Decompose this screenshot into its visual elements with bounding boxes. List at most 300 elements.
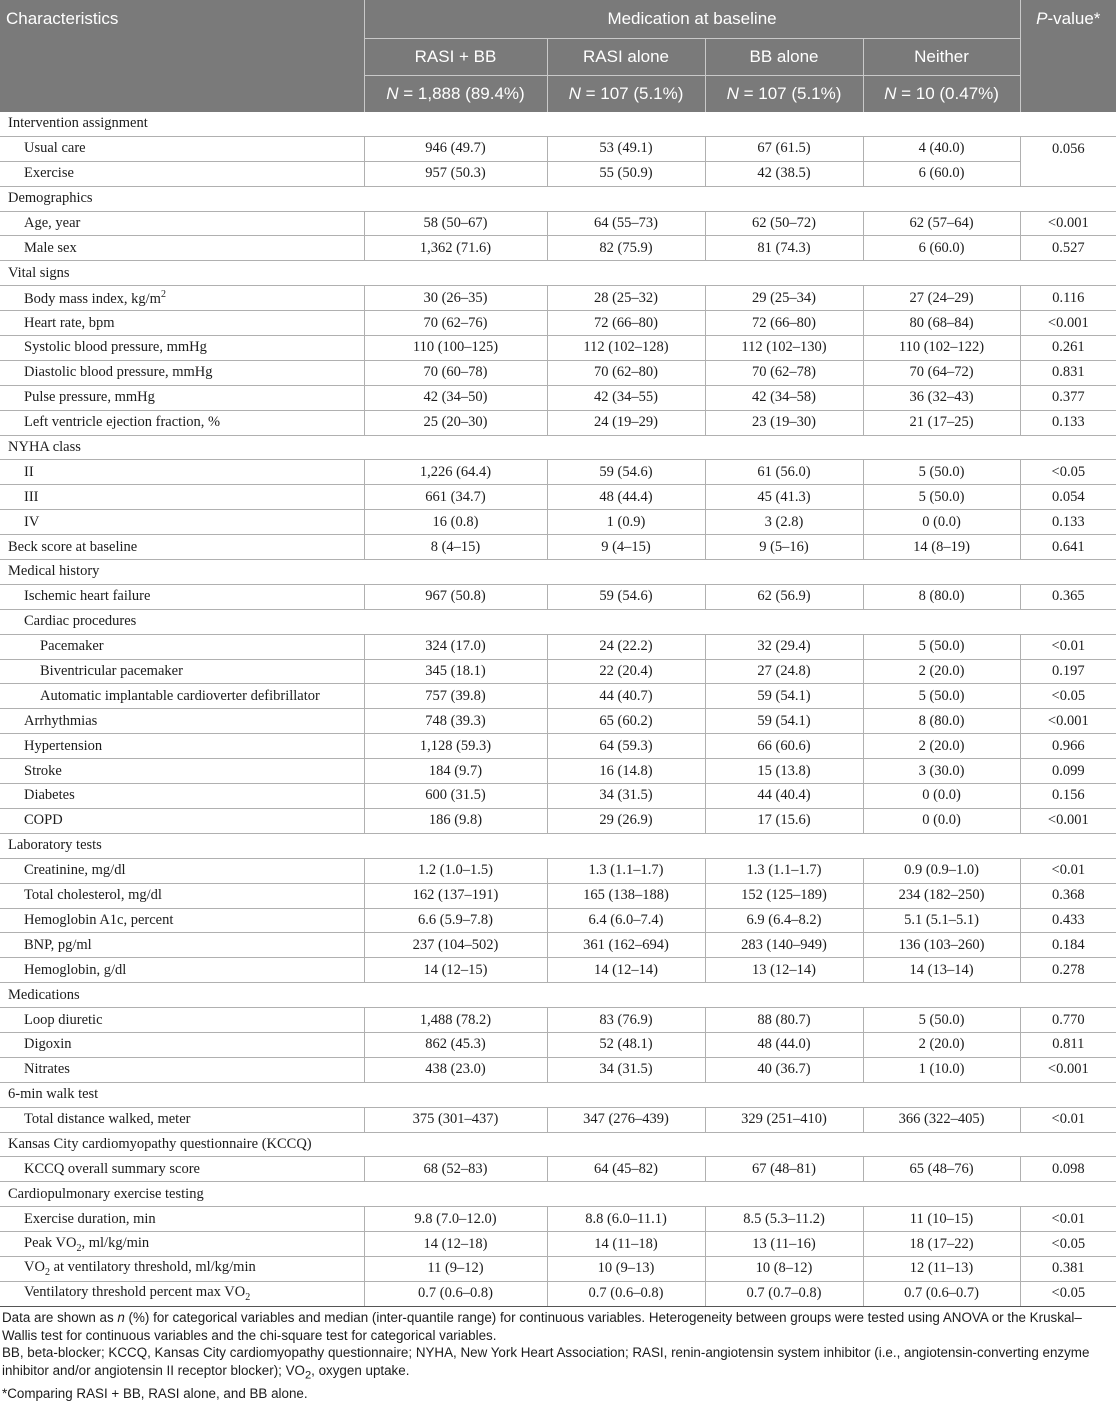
row-label-text: Cardiac procedures [24, 613, 137, 630]
row-label-text: Pacemaker [40, 638, 104, 655]
value-cell: 184 (9.7) [364, 759, 547, 784]
value-cell: 25 (20–30) [364, 410, 547, 435]
value-cell: 0 (0.0) [863, 510, 1020, 535]
pvalue-cell: 0.377 [1020, 385, 1116, 410]
value-cell: 70 (62–80) [547, 360, 705, 385]
value-cell: 45 (41.3) [705, 485, 863, 510]
value-cell: 27 (24.8) [705, 659, 863, 684]
table-row [0, 1107, 1116, 1132]
row-label-text: Ventilatory threshold percent max VO [24, 1284, 246, 1301]
value-cell: 62 (50–72) [705, 211, 863, 236]
value-cell: 0 (0.0) [863, 808, 1020, 833]
value-cell: 42 (34–50) [364, 385, 547, 410]
pvalue-cell: 0.116 [1020, 286, 1116, 311]
value-cell: 957 (50.3) [364, 161, 547, 186]
row-label [0, 311, 364, 336]
value-cell: 6.6 (5.9–7.8) [364, 908, 547, 933]
value-cell: 8.5 (5.3–11.2) [705, 1207, 863, 1232]
section-row-intervention-assignment [0, 112, 1116, 136]
value-cell: 67 (48–81) [705, 1157, 863, 1182]
row-label-text: Hypertension [24, 737, 103, 754]
column-n-bb-alone [705, 76, 863, 113]
value-cell: 375 (301–437) [364, 1107, 547, 1132]
n-value: = 107 (5.1%) [580, 84, 684, 103]
row-label-text: Exercise duration, min [24, 1210, 156, 1227]
value-cell: 14 (13–14) [863, 958, 1020, 983]
value-cell: 62 (56.9) [705, 584, 863, 609]
section-label [0, 186, 1116, 211]
footnote-text: Data are shown as [2, 1310, 118, 1325]
table-row [0, 634, 1116, 659]
value-cell: 946 (49.7) [364, 136, 547, 161]
row-label [0, 286, 364, 311]
pvalue-cell: <0.01 [1020, 1107, 1116, 1132]
value-cell: 70 (60–78) [364, 360, 547, 385]
value-cell: 68 (52–83) [364, 1157, 547, 1182]
value-cell: 136 (103–260) [863, 933, 1020, 958]
row-label [0, 684, 364, 709]
value-cell: 59 (54.1) [705, 709, 863, 734]
row-label [0, 161, 364, 186]
pvalue-cell: 0.365 [1020, 584, 1116, 609]
value-cell: 59 (54.6) [547, 584, 705, 609]
row-label-text: BNP, pg/ml [24, 936, 92, 953]
value-cell: 48 (44.0) [705, 1032, 863, 1057]
pvalue-cell: <0.001 [1020, 211, 1116, 236]
subscript: 2 [245, 1292, 251, 1304]
row-label [0, 1107, 364, 1132]
value-cell: 5.1 (5.1–5.1) [863, 908, 1020, 933]
value-cell: 14 (8–19) [863, 535, 1020, 560]
table-row [0, 286, 1116, 311]
table-header [0, 0, 1116, 112]
table-row [0, 808, 1116, 833]
medication-group-header: Medication at baseline [364, 0, 1020, 39]
table-row [0, 211, 1116, 236]
row-label-text: Arrhythmias [24, 712, 98, 729]
pvalue-cell: <0.05 [1020, 1281, 1116, 1306]
column-n-rasi-bb [364, 76, 547, 113]
row-label-text: Nitrates [24, 1061, 70, 1078]
value-cell: 82 (75.9) [547, 236, 705, 261]
table-row [0, 734, 1116, 759]
value-cell: 67 (61.5) [705, 136, 863, 161]
row-label [0, 1281, 364, 1306]
row-label-text: Demographics [8, 190, 93, 207]
footnote-abbreviations [2, 1344, 1112, 1385]
pvalue-cell: 0.184 [1020, 933, 1116, 958]
row-label-text: Creatinine, mg/dl [24, 862, 126, 879]
value-cell: 10 (8–12) [705, 1256, 863, 1281]
value-cell: 967 (50.8) [364, 584, 547, 609]
value-cell: 21 (17–25) [863, 410, 1020, 435]
pvalue-cell: <0.05 [1020, 460, 1116, 485]
row-label-text: Laboratory tests [8, 837, 102, 854]
value-cell: 0.7 (0.6–0.8) [364, 1281, 547, 1306]
row-label-text: 6-min walk test [8, 1086, 99, 1103]
pvalue-cell: 0.098 [1020, 1157, 1116, 1182]
row-label [0, 460, 364, 485]
n-value: = 107 (5.1%) [738, 84, 842, 103]
row-label-text: KCCQ overall summary score [24, 1160, 200, 1177]
value-cell: 8 (4–15) [364, 535, 547, 560]
row-label-text: Body mass index, kg/m [24, 290, 161, 307]
row-label-text: Left ventricle ejection fraction, % [24, 414, 221, 431]
section-row-vital-signs [0, 261, 1116, 286]
value-cell: 0 (0.0) [863, 784, 1020, 809]
value-cell: 72 (66–80) [547, 311, 705, 336]
subscript: 2 [76, 1242, 82, 1254]
value-cell: 361 (162–694) [547, 933, 705, 958]
value-cell: 237 (104–502) [364, 933, 547, 958]
value-cell: 1,488 (78.2) [364, 1008, 547, 1033]
value-cell: 2 (20.0) [863, 734, 1020, 759]
table-row [0, 908, 1116, 933]
value-cell: 28 (25–32) [547, 286, 705, 311]
table-row [0, 958, 1116, 983]
row-label [0, 734, 364, 759]
table-row [0, 759, 1116, 784]
value-cell: 1,362 (71.6) [364, 236, 547, 261]
value-cell: 17 (15.6) [705, 808, 863, 833]
value-cell: 58 (50–67) [364, 211, 547, 236]
pvalue-cell: 0.527 [1020, 236, 1116, 261]
row-label [0, 535, 364, 560]
row-label-text: Ischemic heart failure [24, 588, 151, 605]
value-cell: 162 (137–191) [364, 883, 547, 908]
value-cell: 40 (36.7) [705, 1057, 863, 1082]
footnote-text: (%) for categorical variables and median (inter-quantile range) for continuous variables. Heterogeneity between groups were tested using ANOVA or the Kruskal–Wallis test for continuous variables and the chi-square test for categorical variables. [2, 1310, 1082, 1343]
row-label-text: Medical history [8, 563, 100, 580]
value-cell: 64 (45–82) [547, 1157, 705, 1182]
row-label-text: Stroke [24, 762, 62, 779]
section-row-cardiac-procedures [0, 609, 1116, 634]
pvalue-cell: 0.433 [1020, 908, 1116, 933]
value-cell: 10 (9–13) [547, 1256, 705, 1281]
table-row [0, 1256, 1116, 1281]
n-value: = 1,888 (89.4%) [398, 84, 525, 103]
row-label [0, 659, 364, 684]
value-cell: 9 (5–16) [705, 535, 863, 560]
pvalue-cell: 0.811 [1020, 1032, 1116, 1057]
pvalue-cell: <0.01 [1020, 858, 1116, 883]
section-row-cardiopulmonary-exercise-testing [0, 1182, 1116, 1207]
row-label-text: Exercise [24, 165, 74, 182]
value-cell: 14 (11–18) [547, 1232, 705, 1257]
pvalue-cell: <0.001 [1020, 311, 1116, 336]
row-label-text: Loop diuretic [24, 1011, 103, 1028]
pvalue-cell: 0.261 [1020, 336, 1116, 361]
row-label [0, 510, 364, 535]
value-cell: 13 (12–14) [705, 958, 863, 983]
row-label [0, 1207, 364, 1232]
value-cell: 283 (140–949) [705, 933, 863, 958]
pvalue-cell: 0.966 [1020, 734, 1116, 759]
value-cell: 347 (276–439) [547, 1107, 705, 1132]
row-label [0, 933, 364, 958]
row-label-text: Hemoglobin, g/dl [24, 961, 127, 978]
value-cell: 29 (25–34) [705, 286, 863, 311]
value-cell: 61 (56.0) [705, 460, 863, 485]
pvalue-cell: <0.05 [1020, 684, 1116, 709]
value-cell: 11 (10–15) [863, 1207, 1020, 1232]
value-cell: 0.7 (0.7–0.8) [705, 1281, 863, 1306]
value-cell: 70 (62–78) [705, 360, 863, 385]
row-label-text: Peak VO [24, 1234, 77, 1251]
value-cell: 748 (39.3) [364, 709, 547, 734]
footnote-italic: n [117, 1310, 125, 1325]
n-value: = 10 (0.47%) [896, 84, 999, 103]
value-cell: 18 (17–22) [863, 1232, 1020, 1257]
row-label-text: Systolic blood pressure, mmHg [24, 339, 207, 356]
table-row [0, 1057, 1116, 1082]
value-cell: 64 (55–73) [547, 211, 705, 236]
value-cell: 24 (19–29) [547, 410, 705, 435]
row-label [0, 1057, 364, 1082]
pvalue-cell: 0.278 [1020, 958, 1116, 983]
pvalue-cell: <0.01 [1020, 634, 1116, 659]
value-cell: 5 (50.0) [863, 485, 1020, 510]
pvalue-cell: <0.001 [1020, 1057, 1116, 1082]
section-row-laboratory-tests [0, 833, 1116, 858]
row-label-text: Age, year [24, 215, 81, 231]
row-label-text: Kansas City cardiomyopathy questionnaire (KCCQ) [8, 1135, 312, 1152]
row-label-text: Usual care [24, 140, 86, 157]
value-cell: 0.9 (0.9–1.0) [863, 858, 1020, 883]
row-label-text: Vital signs [8, 264, 70, 281]
footnote-text: , oxygen uptake. [311, 1362, 410, 1378]
table-row [0, 1207, 1116, 1232]
value-cell: 6 (60.0) [863, 236, 1020, 261]
value-cell: 55 (50.9) [547, 161, 705, 186]
value-cell: 13 (11–16) [705, 1232, 863, 1257]
n-italic: N [726, 84, 739, 103]
value-cell: 9.8 (7.0–12.0) [364, 1207, 547, 1232]
table-row [0, 485, 1116, 510]
value-cell: 2 (20.0) [863, 1032, 1020, 1057]
row-label [0, 336, 364, 361]
pvalue-cell: 0.770 [1020, 1008, 1116, 1033]
row-label [0, 1008, 364, 1033]
table-row [0, 709, 1116, 734]
value-cell: 324 (17.0) [364, 634, 547, 659]
section-label [0, 609, 1116, 634]
value-cell: 30 (26–35) [364, 286, 547, 311]
value-cell: 66 (60.6) [705, 734, 863, 759]
column-header-rasi-bb: RASI + BB [364, 39, 547, 76]
table-row [0, 236, 1116, 261]
value-cell: 44 (40.7) [547, 684, 705, 709]
column-n-neither [863, 76, 1020, 113]
value-cell: 34 (31.5) [547, 784, 705, 809]
row-label-text: Heart rate, bpm [24, 314, 115, 331]
pvalue-cell: 0.099 [1020, 759, 1116, 784]
value-cell: 59 (54.1) [705, 684, 863, 709]
value-cell: 34 (31.5) [547, 1057, 705, 1082]
table-row [0, 336, 1116, 361]
value-cell: 14 (12–18) [364, 1232, 547, 1257]
table-row [0, 659, 1116, 684]
value-cell: 8 (80.0) [863, 584, 1020, 609]
row-label-text: NYHA class [8, 439, 81, 456]
value-cell: 44 (40.4) [705, 784, 863, 809]
row-label-text: IV [24, 513, 40, 530]
value-cell: 42 (38.5) [705, 161, 863, 186]
pvalue-cell: 0.054 [1020, 485, 1116, 510]
row-label-text: III [24, 488, 39, 505]
row-label-text: Pulse pressure, mmHg [24, 389, 155, 406]
pvalue-cell: 0.368 [1020, 883, 1116, 908]
value-cell: 366 (322–405) [863, 1107, 1020, 1132]
row-label [0, 1256, 364, 1281]
row-label-text: VO [24, 1259, 45, 1276]
table-row [0, 1032, 1116, 1057]
value-cell: 81 (74.3) [705, 236, 863, 261]
value-cell: 5 (50.0) [863, 1008, 1020, 1033]
value-cell: 110 (102–122) [863, 336, 1020, 361]
value-cell: 600 (31.5) [364, 784, 547, 809]
table-row [0, 1232, 1116, 1257]
value-cell: 8.8 (6.0–11.1) [547, 1207, 705, 1232]
pvalue-cell: 0.197 [1020, 659, 1116, 684]
value-cell: 29 (26.9) [547, 808, 705, 833]
pvalue-header-rest: -value* [1047, 9, 1101, 28]
row-label [0, 958, 364, 983]
value-cell: 0.7 (0.6–0.7) [863, 1281, 1020, 1306]
row-label [0, 634, 364, 659]
value-cell: 65 (48–76) [863, 1157, 1020, 1182]
value-cell: 329 (251–410) [705, 1107, 863, 1132]
row-label-text: Cardiopulmonary exercise testing [8, 1185, 204, 1202]
value-cell: 16 (14.8) [547, 759, 705, 784]
row-label [0, 908, 364, 933]
row-label [0, 385, 364, 410]
row-label [0, 709, 364, 734]
pvalue-cell: <0.001 [1020, 808, 1116, 833]
value-cell: 80 (68–84) [863, 311, 1020, 336]
row-label [0, 211, 364, 236]
footnote-subscript: 2 [304, 1369, 312, 1382]
value-cell: 661 (34.7) [364, 485, 547, 510]
pvalue-cell: 0.056 [1020, 136, 1116, 186]
value-cell: 1,128 (59.3) [364, 734, 547, 759]
n-italic: N [386, 84, 399, 103]
value-cell: 1,226 (64.4) [364, 460, 547, 485]
section-label [0, 560, 1116, 585]
pvalue-header-italic: P [1036, 9, 1048, 28]
value-cell: 23 (19–30) [705, 410, 863, 435]
value-cell: 70 (62–76) [364, 311, 547, 336]
value-cell: 5 (50.0) [863, 684, 1020, 709]
column-header-neither: Neither [863, 39, 1020, 76]
row-label [0, 360, 364, 385]
column-n-rasi-alone [547, 76, 705, 113]
n-italic: N [568, 84, 581, 103]
column-header-rasi-alone: RASI alone [547, 39, 705, 76]
value-cell: 53 (49.1) [547, 136, 705, 161]
table-row [0, 460, 1116, 485]
value-cell: 234 (182–250) [863, 883, 1020, 908]
section-label [0, 983, 1116, 1008]
value-cell: 70 (64–72) [863, 360, 1020, 385]
row-label [0, 410, 364, 435]
section-label [0, 435, 1116, 460]
row-label-text: Intervention assignment [8, 115, 148, 132]
table-row [0, 883, 1116, 908]
row-label [0, 858, 364, 883]
value-cell: 11 (9–12) [364, 1256, 547, 1281]
table-row [0, 858, 1116, 883]
column-header-bb-alone: BB alone [705, 39, 863, 76]
value-cell: 112 (102–130) [705, 336, 863, 361]
row-label-text: Diastolic blood pressure, mmHg [24, 364, 213, 381]
row-label [0, 1157, 364, 1182]
section-label [0, 112, 1116, 136]
superscript: 2 [160, 288, 166, 300]
pvalue-cell: 0.641 [1020, 535, 1116, 560]
table-row [0, 311, 1116, 336]
footnote-methods [2, 1309, 1112, 1344]
row-label-text: Biventricular pacemaker [40, 663, 183, 680]
row-label [0, 883, 364, 908]
value-cell: 862 (45.3) [364, 1032, 547, 1057]
section-row-kansas-city-cardiomyopathy-questionnaire-kccq [0, 1132, 1116, 1157]
row-label-text: Beck score at baseline [8, 538, 138, 555]
value-cell: 36 (32–43) [863, 385, 1020, 410]
value-cell: 6 (60.0) [863, 161, 1020, 186]
value-cell: 1 (10.0) [863, 1057, 1020, 1082]
table-footnotes [2, 1309, 1112, 1403]
row-label-text: Hemoglobin A1c, percent [24, 911, 174, 928]
section-row-medical-history [0, 560, 1116, 585]
section-row-nyha-class [0, 435, 1116, 460]
value-cell: 345 (18.1) [364, 659, 547, 684]
value-cell: 14 (12–15) [364, 958, 547, 983]
value-cell: 42 (34–55) [547, 385, 705, 410]
value-cell: 152 (125–189) [705, 883, 863, 908]
value-cell: 0.7 (0.6–0.8) [547, 1281, 705, 1306]
value-cell: 72 (66–80) [705, 311, 863, 336]
value-cell: 48 (44.4) [547, 485, 705, 510]
value-cell: 3 (2.8) [705, 510, 863, 535]
table-row [0, 161, 1116, 186]
table-row [0, 1157, 1116, 1182]
value-cell: 62 (57–64) [863, 211, 1020, 236]
row-label-text: II [24, 463, 34, 480]
section-label [0, 833, 1116, 858]
table-row [0, 385, 1116, 410]
pvalue-cell: 0.156 [1020, 784, 1116, 809]
pvalue-header [1020, 0, 1116, 112]
row-label [0, 584, 364, 609]
table-row [0, 510, 1116, 535]
row-label [0, 1232, 364, 1257]
value-cell: 65 (60.2) [547, 709, 705, 734]
pvalue-cell: 0.133 [1020, 510, 1116, 535]
value-cell: 4 (40.0) [863, 136, 1020, 161]
value-cell: 165 (138–188) [547, 883, 705, 908]
row-label-text: Diabetes [24, 787, 75, 804]
value-cell: 1 (0.9) [547, 510, 705, 535]
value-cell: 32 (29.4) [705, 634, 863, 659]
value-cell: 757 (39.8) [364, 684, 547, 709]
pvalue-cell: 0.381 [1020, 1256, 1116, 1281]
value-cell: 110 (100–125) [364, 336, 547, 361]
value-cell: 1.2 (1.0–1.5) [364, 858, 547, 883]
value-cell: 8 (80.0) [863, 709, 1020, 734]
table-row [0, 1281, 1116, 1306]
value-cell: 16 (0.8) [364, 510, 547, 535]
